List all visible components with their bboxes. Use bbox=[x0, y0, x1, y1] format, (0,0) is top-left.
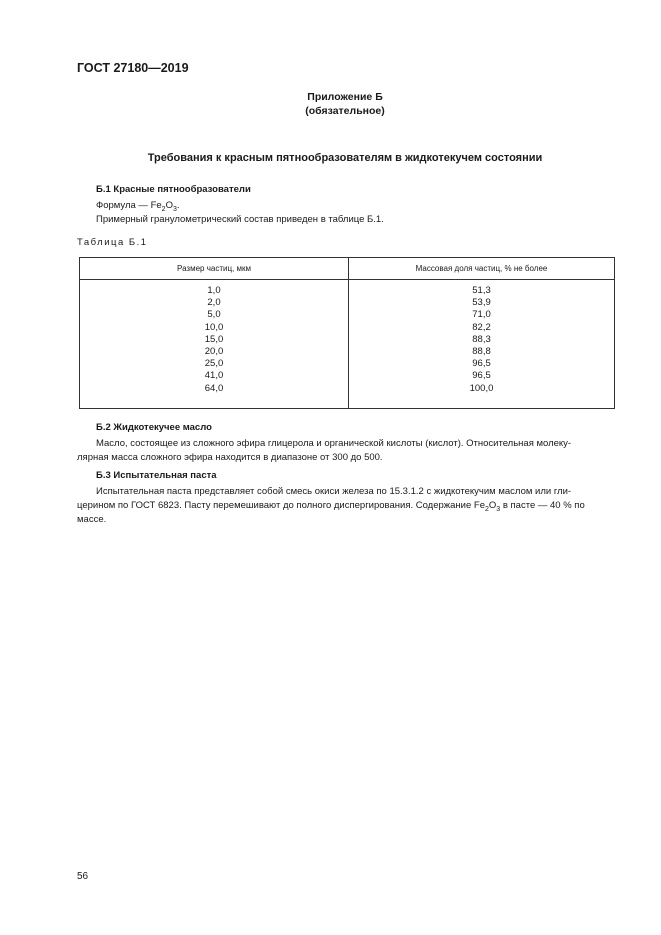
b3-line2 bbox=[77, 499, 585, 516]
table-cell: 10,0 bbox=[204, 321, 224, 333]
col1-header: Размер частиц, мкм bbox=[80, 258, 349, 280]
table-cell: 88,8 bbox=[472, 346, 491, 358]
b2-line1: Масло, состоящее из сложного эфира глицерола и органической кислоты (кислот). Относительная молеку- bbox=[96, 438, 572, 449]
table-cell: 71,0 bbox=[472, 309, 491, 321]
table-header-row bbox=[80, 258, 615, 280]
b1-formula-prefix: Формула — Fe bbox=[96, 200, 162, 211]
table-cell: 15,0 bbox=[204, 333, 224, 345]
col1-values bbox=[80, 280, 349, 409]
table-cell: 96,5 bbox=[472, 370, 491, 382]
b3-line2-sub1: 2 bbox=[485, 505, 489, 513]
b1-formula-suffix: . bbox=[176, 200, 180, 211]
section-title: Требования к красным пятнообразователям в жидкотекучем состоянии bbox=[147, 152, 543, 164]
b3-line3: массе. bbox=[77, 514, 107, 525]
table-cell: 51,3 bbox=[472, 285, 491, 296]
table-cell: 64,0 bbox=[204, 382, 224, 394]
table-cell: 20,0 bbox=[204, 346, 224, 358]
table-body-row bbox=[80, 280, 615, 409]
table-label: Таблица Б.1 bbox=[77, 237, 148, 248]
table-cell: 100,0 bbox=[469, 382, 494, 394]
table-cell: 1,0 bbox=[207, 285, 221, 296]
b1-formula-mid: O bbox=[165, 200, 173, 211]
b3-line2-suffix: в пасте — 40 % по bbox=[500, 500, 585, 511]
b1-line2: Примерный гранулометрический состав приведен в таблице Б.1. bbox=[96, 214, 384, 225]
b1-heading: Б.1 Красные пятнообразователи bbox=[96, 184, 251, 195]
table-cell: 88,3 bbox=[472, 333, 491, 345]
b3-line1: Испытательная паста представляет собой смесь окиси железа по 15.3.1.2 с жидкотекучим маслом или гли- bbox=[96, 486, 572, 497]
appendix-title: Приложение Б bbox=[307, 91, 383, 103]
b3-line2-mid: O bbox=[488, 500, 497, 511]
col2-header: Массовая доля частиц, % не более bbox=[349, 258, 615, 280]
document-header: ГОСТ 27180—2019 bbox=[77, 61, 189, 75]
b1-formula-sub2: 3 bbox=[172, 205, 177, 213]
b3-line2-prefix: церином по ГОСТ 6823. Пасту перемешивают до полного диспергирования. Содержание Fe bbox=[77, 500, 485, 511]
b1-formula-sub1: 2 bbox=[161, 205, 166, 213]
table-cell: 25,0 bbox=[204, 358, 224, 370]
b2-line2: лярная масса сложного эфира находится в диапазоне от 300 до 500. bbox=[77, 452, 383, 463]
table-cell: 2,0 bbox=[207, 297, 221, 309]
granulometric-table bbox=[79, 257, 615, 409]
b2-heading: Б.2 Жидкотекучее масло bbox=[96, 422, 212, 433]
table-cell: 53,9 bbox=[472, 297, 491, 309]
table-cell: 5,0 bbox=[207, 309, 221, 321]
table-cell: 96,5 bbox=[472, 358, 491, 370]
table-cell: 82,2 bbox=[472, 321, 491, 333]
b3-line2-sub2: 3 bbox=[496, 505, 501, 513]
page-number: 56 bbox=[77, 871, 89, 882]
appendix-heading bbox=[0, 90, 661, 118]
appendix-status: (обязательное) bbox=[305, 105, 385, 117]
b3-heading: Б.3 Испытательная паста bbox=[96, 470, 217, 481]
table-cell: 41,0 bbox=[204, 370, 224, 382]
col2-values bbox=[349, 280, 615, 409]
